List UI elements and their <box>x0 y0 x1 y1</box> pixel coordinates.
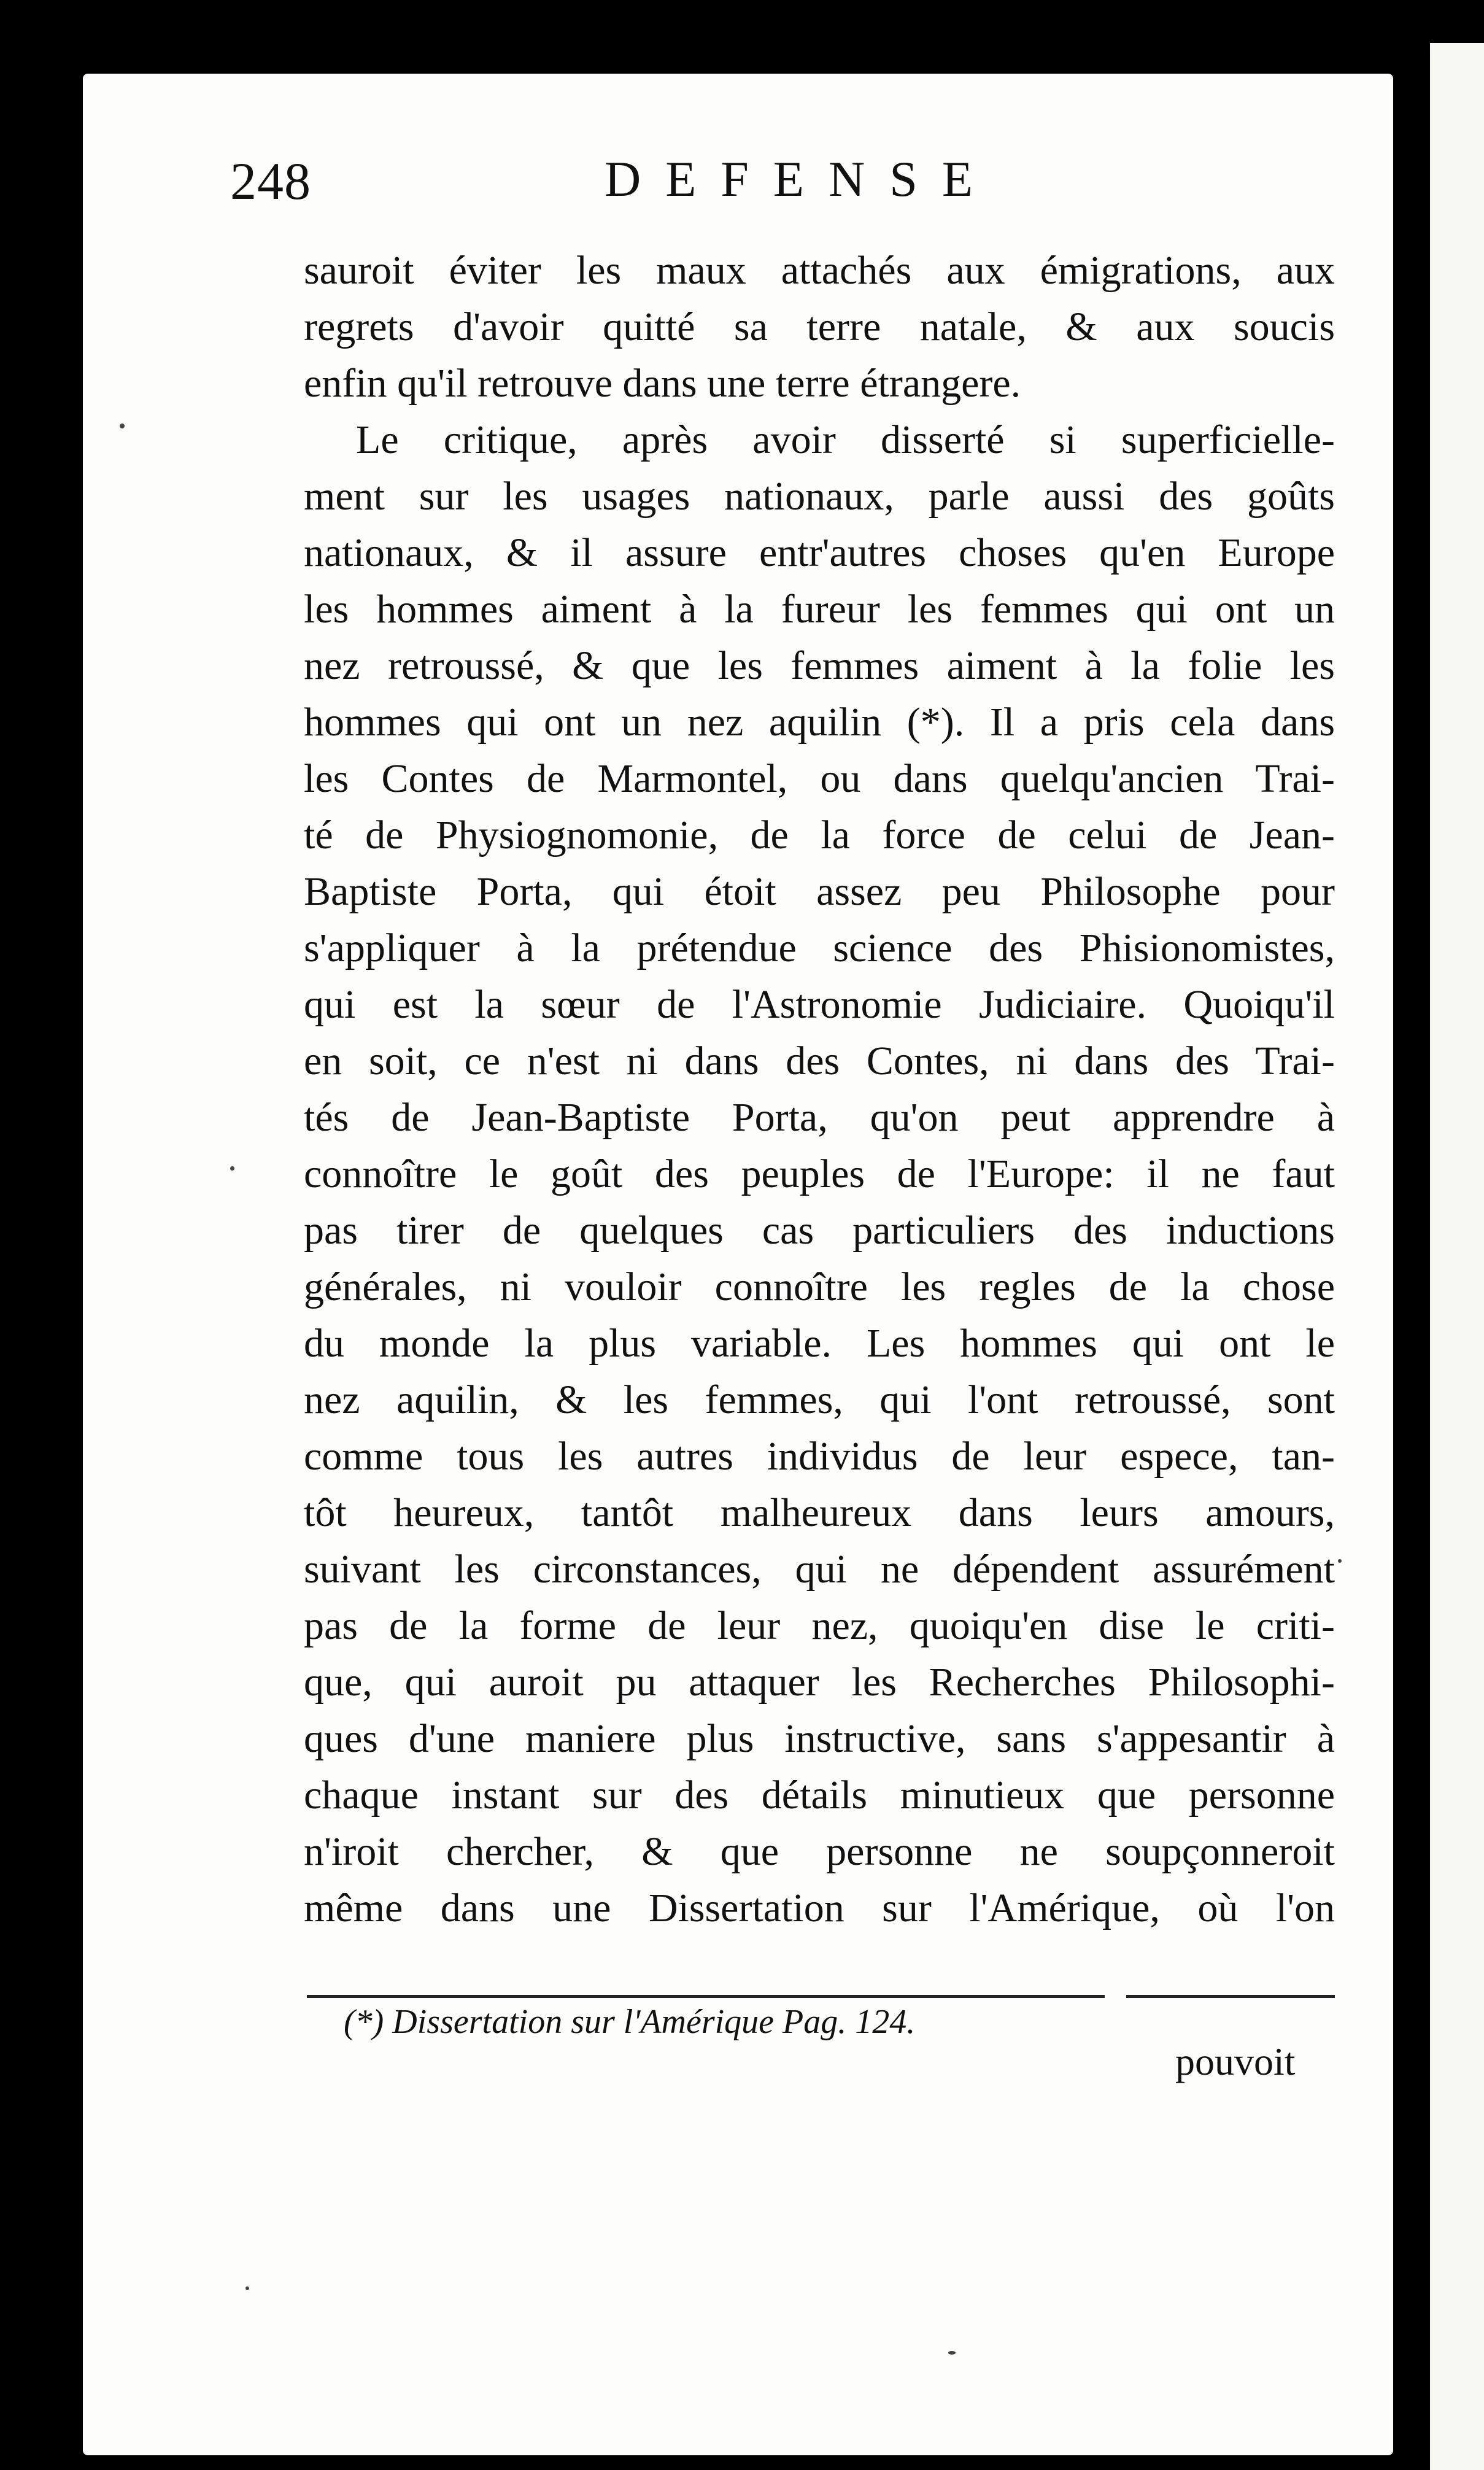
body-text <box>304 242 1335 1937</box>
print-speck <box>1338 1559 1342 1563</box>
page-header <box>230 150 1347 224</box>
text-line: nez retroussé, & que les femmes aiment à la folie les <box>304 643 1335 688</box>
text-line: Baptiste Porta, qui étoit assez peu Philosophe pour <box>304 869 1335 914</box>
text-line: tés de Jean-Baptiste Porta, qu'on peut apprendre à <box>304 1095 1335 1140</box>
adjacent-page-edge <box>1430 43 1484 2470</box>
text-line: sauroit éviter les maux attachés aux émigrations, aux <box>304 248 1335 293</box>
text-line: suivant les circonstances, qui ne dépendent assurément <box>304 1547 1335 1592</box>
footnote: (*) Dissertation sur l'Amérique Pag. 124. <box>344 2003 916 2041</box>
text-line: s'appliquer à la prétendue science des Phisionomistes, <box>304 926 1335 970</box>
text-line: les Contes de Marmontel, ou dans quelqu'ancien Trai- <box>304 756 1335 801</box>
text-line: té de Physiognomonie, de la force de celui de Jean- <box>304 813 1335 858</box>
footnote-rule-right <box>1126 1995 1335 1998</box>
text-line: nationaux, & il assure entr'autres choses qu'en Europe <box>304 530 1335 575</box>
text-line: enfin qu'il retrouve dans une terre étrangere. <box>304 361 1021 406</box>
text-line: connoître le goût des peuples de l'Europe: il ne faut <box>304 1152 1335 1196</box>
text-line: même dans une Dissertation sur l'Amérique, où l'on <box>304 1886 1335 1930</box>
print-speck <box>245 2286 249 2290</box>
text-line: les hommes aiment à la fureur les femmes qui ont un <box>304 587 1335 632</box>
text-line: générales, ni vouloir connoître les regles de la chose <box>304 1264 1335 1309</box>
text-line: pas de la forme de leur nez, quoiqu'en dise le criti- <box>304 1603 1335 1648</box>
text-line: du monde la plus variable. Les hommes qui ont le <box>304 1321 1335 1366</box>
text-line: hommes qui ont un nez aquilin (*). Il a pris cela dans <box>304 700 1335 745</box>
text-line: tôt heureux, tantôt malheureux dans leurs amours, <box>304 1490 1335 1535</box>
text-line: qui est la sœur de l'Astronomie Judiciaire. Quoiqu'il <box>304 982 1335 1027</box>
text-line: ment sur les usages nationaux, parle aussi des goûts <box>304 474 1335 519</box>
text-line: en soit, ce n'est ni dans des Contes, ni dans des Trai- <box>304 1039 1335 1083</box>
running-title: DEFENSE <box>605 151 997 207</box>
text-line: ques d'une maniere plus instructive, sans s'appesantir à <box>304 1716 1335 1761</box>
text-line: comme tous les autres individus de leur espece, tan- <box>304 1434 1335 1479</box>
text-line: regrets d'avoir quitté sa terre natale, & aux soucis <box>304 304 1335 349</box>
page-number: 248 <box>230 152 311 211</box>
text-line: n'iroit chercher, & que personne ne soupçonneroit <box>304 1829 1335 1874</box>
footnote-rule <box>307 1995 1105 1998</box>
text-line: que, qui auroit pu attaquer les Recherches Philosophi- <box>304 1660 1335 1705</box>
catchword: pouvoit <box>1175 2040 1296 2083</box>
text-line: nez aquilin, & les femmes, qui l'ont retroussé, sont <box>304 1377 1335 1422</box>
text-line: pas tirer de quelques cas particuliers des inductions <box>304 1208 1335 1253</box>
print-speck <box>948 2351 956 2355</box>
print-speck <box>230 1166 234 1171</box>
print-speck <box>120 424 125 428</box>
text-line: Le critique, après avoir disserté si superficielle- <box>356 417 1335 462</box>
text-line: chaque instant sur des détails minutieux que personne <box>304 1773 1335 1818</box>
